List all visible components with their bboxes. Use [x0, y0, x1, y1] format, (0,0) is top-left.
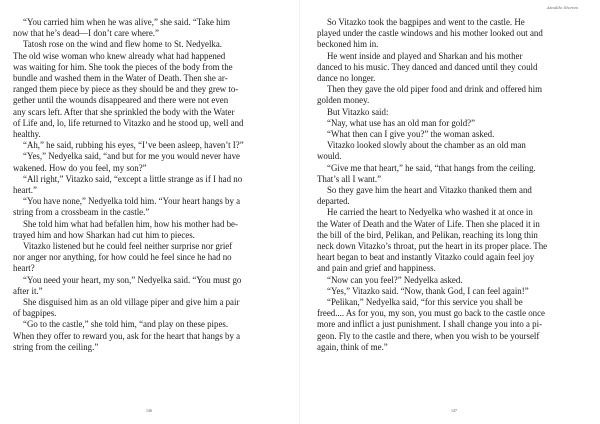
right-page-text	[317, 17, 584, 353]
text-line: heart began to beat and instantly Vitazko could again feel joy	[317, 252, 535, 263]
text-line: again, think of me.”	[317, 341, 388, 352]
text-line: nor anger nor anything, for how could he feel since he had no	[13, 252, 232, 263]
text-line: “Pelikan,” Nedyelka said, “for this service you shall be	[327, 297, 523, 308]
text-line: So they gave him the heart and Vitazko thanked them and	[327, 185, 532, 196]
text-line: Then they gave the old piper food and drink and offered him	[327, 84, 542, 95]
text-line: Vitazko looked slowly about the chamber as an old man	[327, 140, 526, 151]
text-line: was waiting for him. She took the pieces of the body from the	[13, 61, 233, 72]
text-line: heart.”	[13, 185, 37, 196]
text-line: played under the castle windows and his mother looked out and	[317, 28, 543, 39]
text-line: wakened. How do you feel, my son?”	[13, 162, 147, 173]
text-line: She disguised him as an old village piper and give him a pair	[23, 297, 240, 308]
text-line: Vitazko listened but he could feel neither surprise nor grief	[23, 241, 233, 252]
text-line: “Go to the castle,” she told him, “and play on these pipes.	[23, 319, 229, 330]
text-line: after it.”	[13, 285, 43, 296]
text-line: Tatosh rose on the wind and flew home to St. Nedyelka.	[23, 39, 223, 50]
text-line: the Water of Death and the Water of Life. Then she placed it in	[317, 218, 540, 229]
text-line: “Give me that heart,” he said, “that hangs from the ceiling.	[327, 162, 536, 173]
left-page-number: 146	[146, 408, 152, 413]
text-line: “Now can you feel?” Nedyelka asked.	[327, 274, 463, 285]
text-line: “You have none,” Nedyelka told him. “Your heart hangs by a	[23, 196, 241, 207]
text-line: The old wise woman who knew already what had happened	[13, 50, 226, 61]
text-line: string from the ceiling.”	[13, 341, 99, 352]
text-line: beckoned him in.	[317, 39, 379, 50]
text-line: He went inside and played and Sharkan and his mother	[327, 50, 523, 61]
text-line: geon. Fly to the castle and there, when you wish to be yourself	[317, 330, 540, 341]
text-line: freed.... As for you, my son, you must go back to the castle once	[317, 308, 545, 319]
text-line: “Ah,” he said, rubbing his eyes, “I’ve been asleep, haven’t I?”	[23, 140, 244, 151]
text-line: golden money.	[317, 95, 370, 106]
text-line: He carried the heart to Nedyelka who washed it at once in	[327, 207, 533, 218]
running-header: Ainaldo Stories	[546, 5, 578, 10]
text-line: any scars left. After that she sprinkled the body with the Water	[13, 106, 235, 117]
text-line: “Yes,” Nedyelka said, “and but for me you would never have	[23, 151, 240, 162]
text-line: departed.	[317, 196, 350, 207]
left-page-text	[13, 17, 278, 353]
text-line: gether until the wounds disappeared and there were not even	[13, 95, 229, 106]
text-line: But Vitazko said:	[327, 106, 389, 117]
text-line: “All right,” Vitazko said, “except a little strange as if I had no	[23, 173, 243, 184]
text-line: So Vitazko took the bagpipes and went to the castle. He	[327, 17, 525, 27]
text-line: now that he’s dead—I don’t care where.”	[13, 28, 159, 39]
text-line: That’s all I want.”	[317, 173, 382, 184]
text-line: When they offer to reward you, ask for the heart that hangs by a	[13, 330, 241, 341]
text-line: dance no longer.	[317, 73, 376, 84]
text-line: “You need your heart, my son,” Nedyelka said. “You must go	[23, 274, 242, 285]
text-line: “What then can I give you?” the woman asked.	[327, 129, 495, 140]
text-line: ranged them piece by piece as they should be and they grew to-	[13, 84, 239, 95]
text-line: would.	[317, 151, 342, 162]
text-line: healthy.	[13, 129, 41, 140]
text-line: “Nay, what use has an old man for gold?”	[327, 117, 476, 128]
text-line: the bill of the bird, Pelikan, and Pelikan, reaching its long thin	[317, 229, 538, 240]
text-line: neck down Vitazko’s throat, put the heart in its proper place. The	[317, 241, 548, 252]
text-line: She told him what had befallen him, how his mother had be-	[23, 218, 238, 229]
text-line: of bagpipes.	[13, 308, 57, 319]
text-line: heart?	[13, 263, 35, 274]
text-line: trayed him and how Sharkan had cut him to pieces.	[13, 229, 195, 240]
text-line: “Yes,” Vitazko said. “Now, thank God, I can feel again!”	[327, 285, 529, 296]
text-line: of Life and, lo, life returned to Vitazko and he stood up, well and	[13, 117, 244, 128]
right-page-number: 147	[451, 408, 457, 413]
right-page	[300, 0, 600, 424]
text-line: “You carried him when he was alive,” she said. “Take him	[23, 17, 230, 27]
text-line: string from a crossbeam in the castle.”	[13, 207, 150, 218]
text-line: bundle and washed them in the Water of Death. Then she ar-	[13, 73, 228, 84]
text-line: more and inflict a just punishment. I shall change you into a pi-	[317, 319, 543, 330]
text-line: and pain and grief and happiness.	[317, 263, 436, 274]
text-line: danced to his music. They danced and danced until they could	[317, 61, 538, 72]
